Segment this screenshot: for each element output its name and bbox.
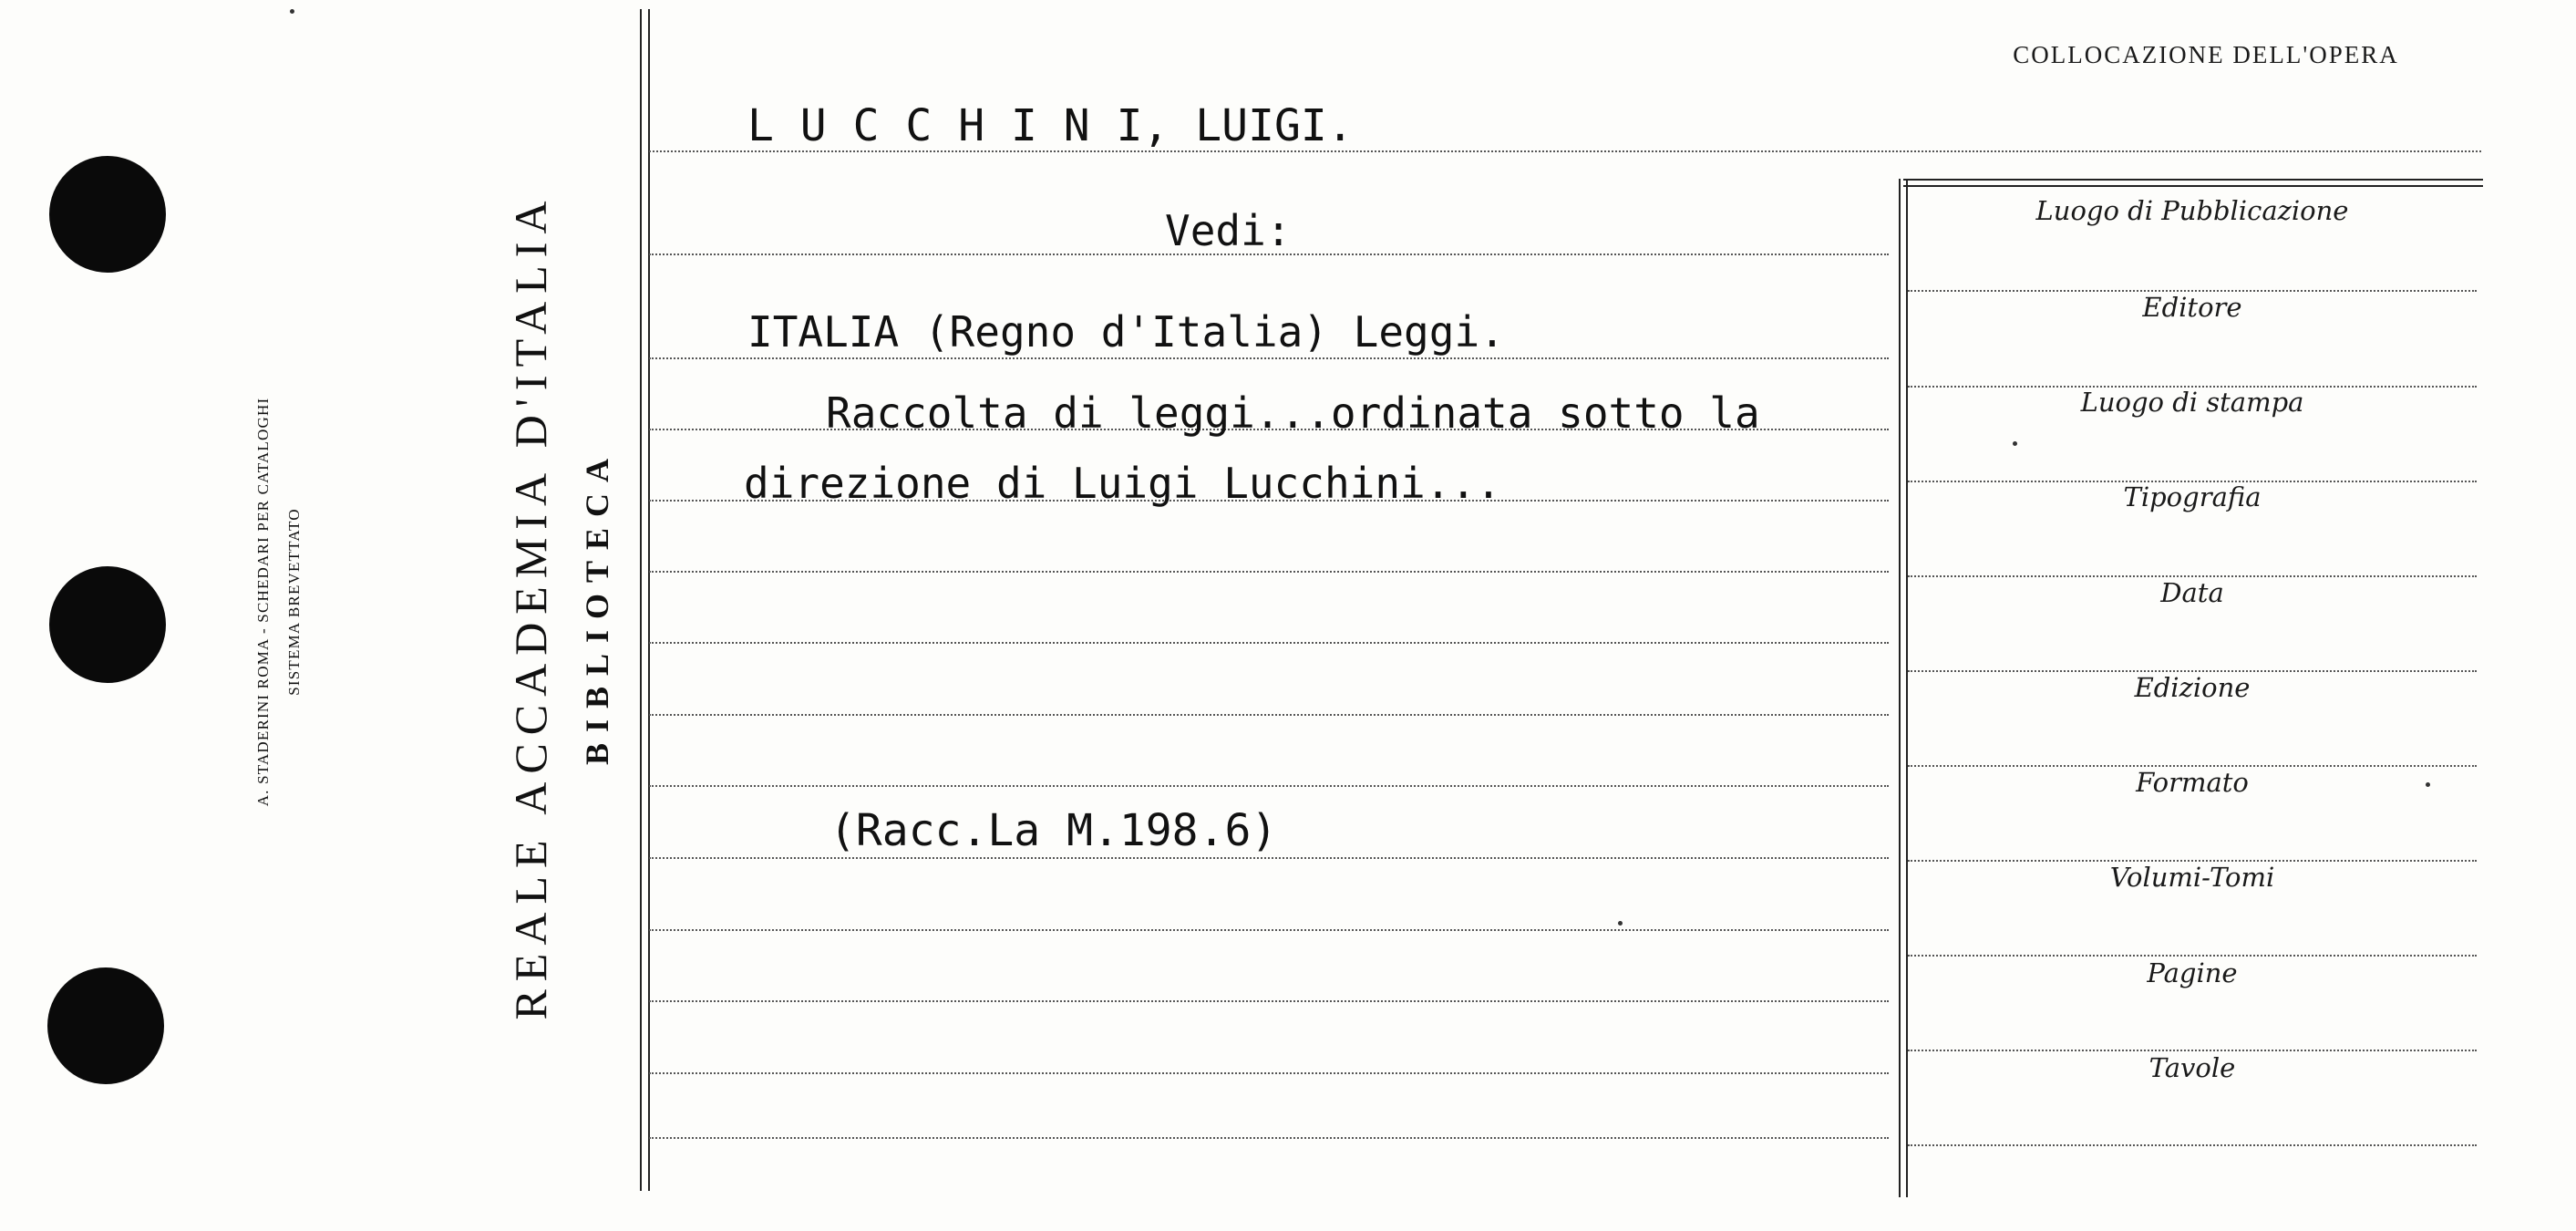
entry-line-2: Raccolta di leggi...ordinata sotto la [826, 388, 1760, 438]
shelfmark: (Racc.La M.198.6) [829, 805, 1278, 856]
entry-line-1: ITALIA (Regno d'Italia) Leggi. [747, 307, 1505, 357]
punch-hole-top [49, 156, 166, 273]
writing-line [649, 571, 1889, 573]
field-label-edizione: Edizione [2134, 672, 2251, 703]
field-label-tavole: Tavole [2148, 1052, 2236, 1083]
writing-line [649, 857, 1889, 859]
see-reference-label: Vedi: [1165, 206, 1292, 255]
writing-line [649, 929, 1889, 931]
field-label-luogo-di-stampa: Luogo di stampa [2080, 387, 2304, 418]
panel-title: COLLOCAZIONE DELL'OPERA [2013, 41, 2399, 68]
entry-line-3: direzione di Luigi Lucchini... [744, 459, 1501, 508]
punch-hole-bottom [47, 967, 164, 1084]
field-label-data: Data [2160, 577, 2224, 608]
writing-line [649, 714, 1889, 716]
field-label-tipografia: Tipografia [2123, 481, 2262, 512]
ink-speck [290, 9, 294, 14]
author-heading: L U C C H I N I, LUIGI. [747, 100, 1354, 151]
ink-speck [2426, 782, 2430, 787]
writing-line [649, 1000, 1889, 1002]
left-margin-rule [640, 9, 650, 1191]
department-name: BIBLIOTECA [579, 447, 615, 766]
institution-name: REALE ACCADEMIA D'ITALIA [505, 192, 556, 1020]
panel-left-border [1899, 179, 1908, 1197]
printer-imprint-line-1: A. STADERINI ROMA - SCHEDARI PER CATALOGHI [254, 397, 272, 807]
field-row-divider [1908, 1144, 2477, 1146]
writing-line [649, 1137, 1889, 1139]
punch-hole-middle [49, 566, 166, 683]
field-row-divider [1908, 955, 2477, 957]
ink-speck [2013, 441, 2017, 446]
field-label-formato: Formato [2136, 767, 2249, 798]
field-row-divider [1908, 1050, 2477, 1051]
ink-speck [1618, 921, 1623, 926]
writing-line [649, 785, 1889, 787]
writing-line [649, 642, 1889, 644]
panel-top-border [1903, 179, 2483, 187]
printer-imprint-line-2: SISTEMA BREVETTATO [285, 508, 303, 696]
field-label-volumi-tomi: Volumi-Tomi [2109, 862, 2275, 893]
field-label-luogo-di-pubblicazione: Luogo di Pubblicazione [2035, 195, 2349, 226]
field-label-pagine: Pagine [2147, 957, 2238, 988]
writing-line [649, 1072, 1889, 1074]
field-label-editore: Editore [2142, 292, 2242, 323]
writing-line [649, 357, 1889, 359]
